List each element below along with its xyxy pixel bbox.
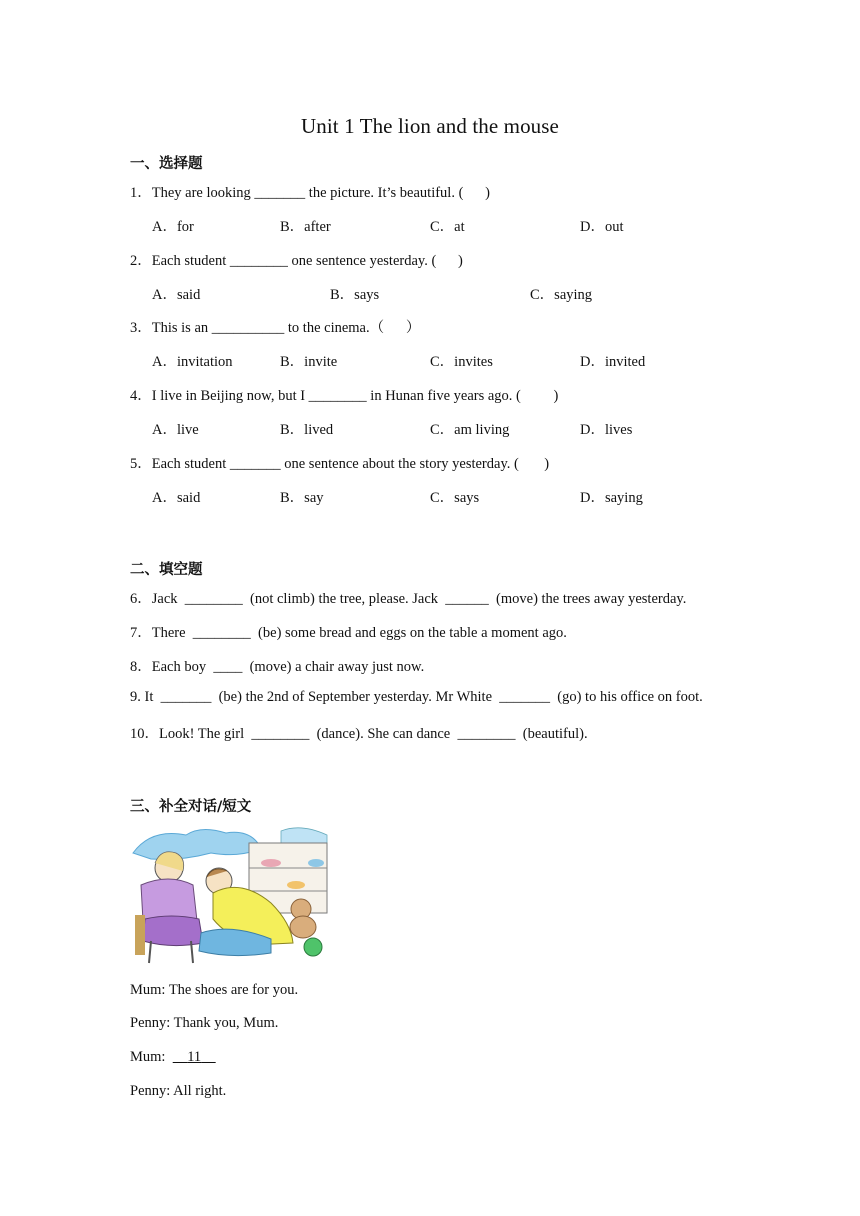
- mum-and-penny-illustration: [131, 823, 329, 966]
- q2-option-b: B．says: [330, 287, 380, 303]
- question-3: 3．This is an __________ to the cinema.（ ）: [130, 320, 421, 336]
- question-1: 1．They are looking _______ the picture. It’s beautiful. ( ): [130, 185, 490, 201]
- section-2-heading: 二、填空题: [130, 562, 203, 578]
- q1-option-d: D．out: [580, 219, 624, 235]
- q2-option-a: A．said: [152, 287, 201, 303]
- q4-option-a: A．live: [152, 422, 199, 438]
- question-2: 2．Each student ________ one sentence yesterday. ( ): [130, 253, 463, 269]
- q2-option-c: C．saying: [530, 287, 593, 303]
- q5-option-a: A．said: [152, 490, 201, 506]
- q5-option-b: B．say: [280, 490, 324, 506]
- question-10: 10．Look! The girl ________ (dance). She can dance ________ (beautiful).: [130, 726, 588, 742]
- worksheet-title: Unit 1 The lion and the mouse: [301, 114, 559, 138]
- blank-number: 11: [187, 1049, 202, 1065]
- speaker-label: Penny:: [130, 1015, 171, 1031]
- dialogue-text: The shoes are for you.: [165, 982, 299, 998]
- q3-option-a: A．invitation: [152, 354, 233, 370]
- dialogue-text: All right.: [170, 1083, 227, 1099]
- question-6: 6．Jack ________ (not climb) the tree, please. Jack ______ (move) the trees away yesterday.: [130, 591, 687, 607]
- dialogue-text: Thank you, Mum.: [170, 1015, 279, 1031]
- q1-option-a: A．for: [152, 219, 194, 235]
- dialogue-line-4: [130, 1083, 226, 1100]
- q5-option-c: C．says: [430, 490, 480, 506]
- question-4: 4．I live in Beijing now, but I ________ in Hunan five years ago. ( ): [130, 388, 559, 404]
- question-7: 7．There ________ (be) some bread and eggs on the table a moment ago.: [130, 625, 567, 641]
- q4-option-c: C．am living: [430, 422, 510, 438]
- q5-option-d: D．saying: [580, 490, 643, 506]
- q4-option-d: D．lives: [580, 422, 633, 438]
- question-9: 9. It _______ (be) the 2nd of September yesterday. Mr White _______ (go) to his office on foot.: [130, 689, 703, 705]
- q1-option-c: C．at: [430, 219, 465, 235]
- dialogue-line-2: [130, 1015, 278, 1032]
- question-8: 8．Each boy ____ (move) a chair away just now.: [130, 659, 425, 675]
- dialogue-line-3: [130, 1049, 216, 1066]
- speaker-label: Penny:: [130, 1083, 171, 1099]
- dialogue-line-1: [130, 982, 298, 999]
- section-3-heading: 三、补全对话/短文: [130, 799, 252, 815]
- section-1-heading: 一、选择题: [130, 156, 203, 172]
- q3-option-c: C．invites: [430, 354, 493, 370]
- q1-option-b: B．after: [280, 219, 331, 235]
- speaker-label: Mum:: [130, 1049, 166, 1065]
- q3-option-d: D．invited: [580, 354, 646, 370]
- answer-blank-11[interactable]: [173, 1049, 216, 1065]
- speaker-label: Mum:: [130, 982, 166, 998]
- question-5: 5．Each student _______ one sentence about the story yesterday. ( ): [130, 456, 550, 472]
- q3-option-b: B．invite: [280, 354, 338, 370]
- q4-option-b: B．lived: [280, 422, 334, 438]
